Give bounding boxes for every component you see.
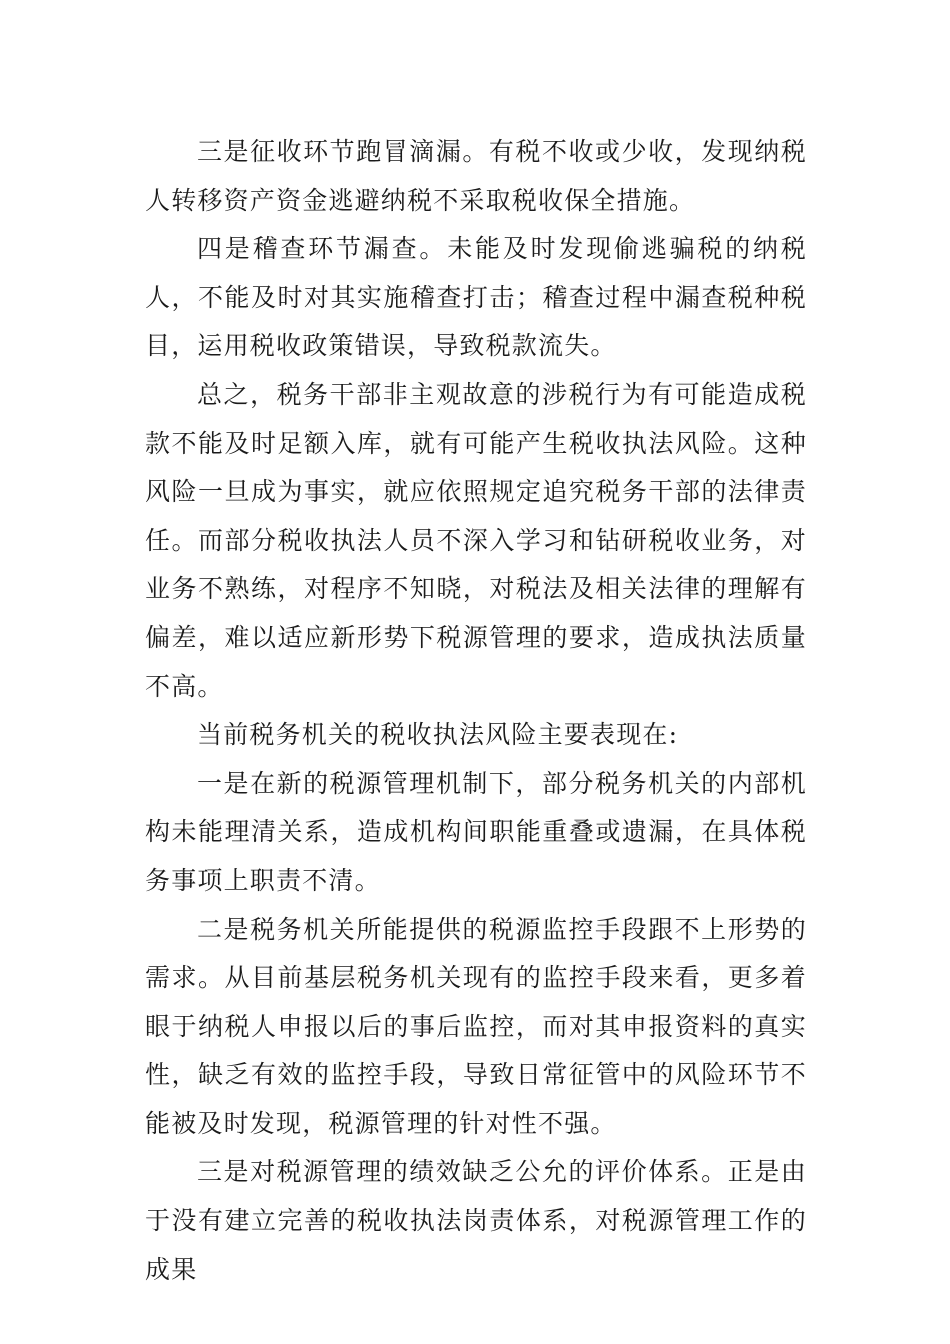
paragraph-point-two: 二是税务机关所能提供的税源监控手段跟不上形势的需求。从目前基层税务机关现有的监控手段来看，更多着眼于纳税人申报以后的事后监控，而对其申报资料的真实性，缺乏有效的监控手段，导致日常征管中的风险环节不能被及时发现，税源管理的针对性不强。: [145, 914, 807, 1138]
paragraph-collection-leakage: 三是征收环节跑冒滴漏。有税不收或少收，发现纳税人转移资产资金逃避纳税不采取税收保全措施。: [145, 137, 807, 215]
document-body: [145, 128, 807, 1294]
paragraph-summary: 总之，税务干部非主观故意的涉税行为有可能造成税款不能及时足额入库，就有可能产生税收执法风险。这种风险一旦成为事实，就应依照规定追究税务干部的法律责任。而部分税收执法人员不深入学习和钻研税收业务，对业务不熟练，对程序不知晓，对税法及相关法律的理解有偏差，难以适应新形势下税源管理的要求，造成执法质量不高。: [145, 379, 807, 701]
paragraph-point-three: 三是对税源管理的绩效缺乏公允的评价体系。正是由于没有建立完善的税收执法岗责体系，对税源管理工作的成果: [145, 1157, 807, 1284]
paragraph-risk-intro: 当前税务机关的税收执法风险主要表现在:: [197, 720, 679, 750]
paragraph-point-one: 一是在新的税源管理机制下，部分税务机关的内部机构未能理清关系，造成机构间职能重叠或遗漏，在具体税务事项上职责不清。: [145, 768, 807, 895]
paragraph-audit-omission: 四是稽查环节漏查。未能及时发现偷逃骗税的纳税人，不能及时对其实施稽查打击；稽查过程中漏查税种税目，运用税收政策错误，导致税款流失。: [145, 234, 807, 361]
